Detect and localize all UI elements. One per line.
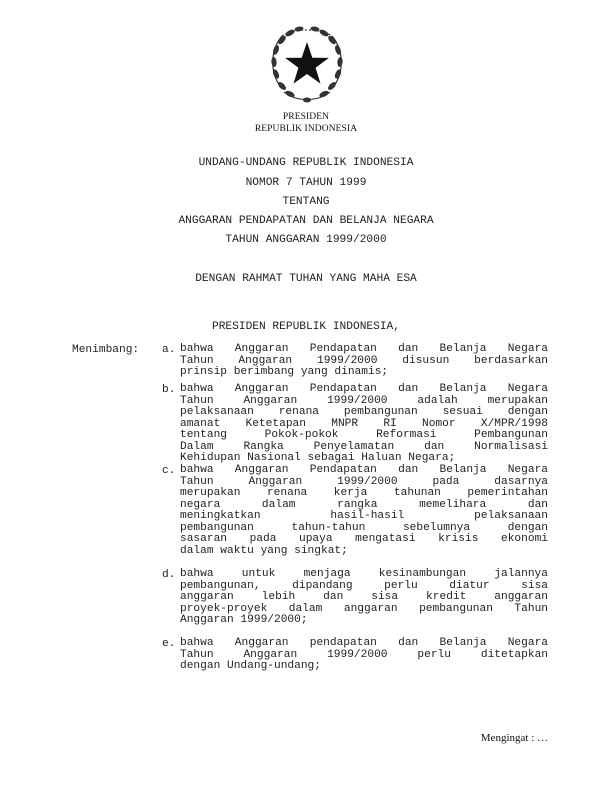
letterhead-line2: REPUBLIK INDONESIA xyxy=(254,124,358,134)
item-letter: a. xyxy=(162,344,176,356)
text-line: pelaksanaan renana pembangunan sesuai dengan xyxy=(180,406,548,418)
item-letter: e. xyxy=(162,638,176,650)
text-line: dalam waktu yang singkat; xyxy=(180,544,348,557)
text-line: bahwa untuk menjaga kesinambungan jalannya xyxy=(180,568,548,580)
item-text xyxy=(180,569,548,627)
text-line: amanat Ketetapan MNPR RI Nomor X/MPR/1998 xyxy=(180,417,548,430)
item-text xyxy=(180,344,548,379)
text-line: negara dalam rangka memelihara dan xyxy=(180,498,548,511)
text-line: prinsip berimbang yang dinamis; xyxy=(180,366,389,378)
text-line: Dalam Rangka Penyelamatan dan Normalisasi xyxy=(180,440,548,453)
text-line: bahwa Anggaran Pendapatan dan Belanja Negara xyxy=(180,464,548,476)
law-title: UNDANG-UNDANG REPUBLIK INDONESIA xyxy=(198,157,414,169)
item-text xyxy=(180,465,548,557)
text-line: meningkatkan hasil-hasil pelaksanaan xyxy=(180,510,548,522)
text-line: bahwa Anggaran pendapatan dan Belanja Negara xyxy=(180,637,548,649)
item-letter: c. xyxy=(162,465,176,477)
item-letter: d. xyxy=(162,569,176,581)
item-letter: b. xyxy=(162,384,176,396)
text-line: Tahun Anggaran 1999/2000 adalah merupakan xyxy=(180,394,548,407)
text-line: sasaran pada upaya mengatasi krisis ekonomi xyxy=(180,533,548,545)
text-line: Tahun Anggaran 1999/2000 perlu ditetapkan xyxy=(180,648,548,661)
text-line: tentang Pokok-pokok Reformasi Pembangunan xyxy=(180,429,548,441)
law-subject: ANGGARAN PENDAPATAN DAN BELANJA NEGARA xyxy=(178,215,434,227)
law-number: NOMOR 7 TAHUN 1999 xyxy=(245,177,367,189)
text-line: bahwa Anggaran Pendapatan dan Belanja Negara xyxy=(180,343,548,355)
text-line: bahwa Anggaran Pendapatan dan Belanja Negara xyxy=(180,383,548,395)
law-fiscal-year: TAHUN ANGGARAN 1999/2000 xyxy=(225,234,387,246)
text-line: dengan Undang-undang; xyxy=(180,660,321,672)
text-line: Anggaran 1999/2000; xyxy=(180,614,308,626)
invocation: DENGAN RAHMAT TUHAN YANG MAHA ESA xyxy=(195,273,417,285)
text-line: Tahun Anggaran 1999/2000 pada dasarnya xyxy=(180,475,548,488)
star-wreath-icon xyxy=(266,22,348,108)
presidential-seal-icon xyxy=(266,22,348,108)
continuation-marker: Mengingat : … xyxy=(480,732,548,744)
text-line: pembangunan tahun-tahun sebelumnya dengan xyxy=(180,521,548,534)
considerations-label: Menimbang: xyxy=(72,344,140,356)
text-line: Kehidupan Nasional sebagai Haluan Negara; xyxy=(180,452,456,464)
text-line: Tahun Anggaran 1999/2000 disusun berdasarkan xyxy=(180,354,548,367)
text-line: merupakan renana kerja tahunan pemerintahan xyxy=(180,487,548,499)
issuer: PRESIDEN REPUBLIK INDONESIA, xyxy=(212,321,400,333)
law-about-label: TENTANG xyxy=(282,196,330,208)
item-text xyxy=(180,638,548,673)
text-line: pembangunan, dipandang perlu diatur sisa xyxy=(180,579,548,592)
letterhead-line1: PRESIDEN xyxy=(282,112,330,122)
item-text xyxy=(180,384,548,465)
text-line: proyek-proyek dalam anggaran pembangunan Tahun xyxy=(180,602,548,615)
text-line: anggaran lebih dan sisa kredit anggaran xyxy=(180,591,548,603)
